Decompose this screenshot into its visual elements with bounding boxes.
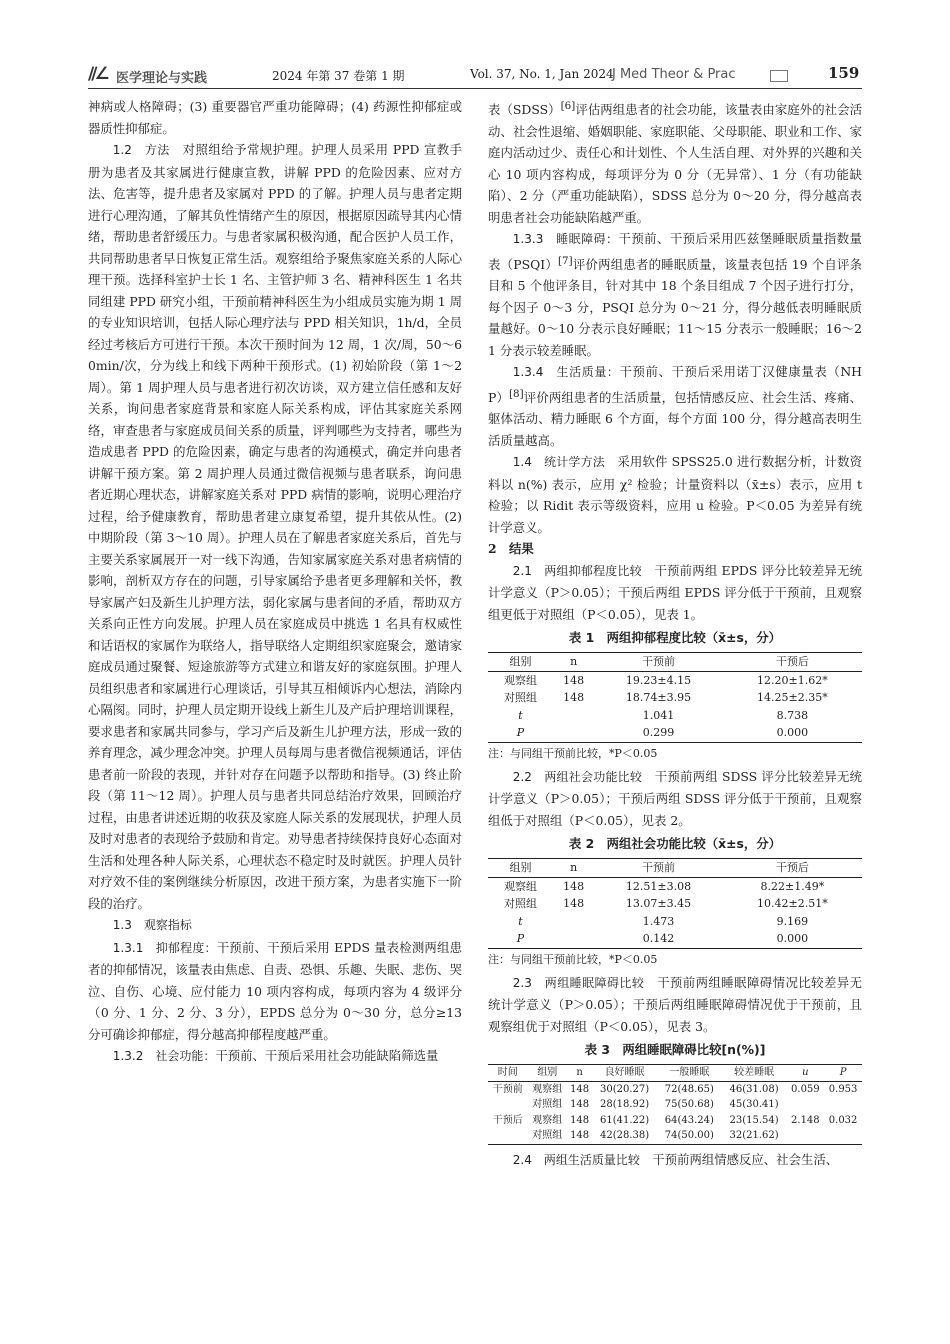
table-2 [488,858,862,949]
table-cell [553,707,594,725]
header-box-icon [770,70,788,82]
table-2-caption: 表 2 两组社会功能比较（x̄±s，分） [568,836,782,852]
table-cell: 0.142 [594,930,722,948]
sdss-paragraph [488,96,862,228]
issue-cn: 2024 年第 37 卷第 1 期 [272,69,405,83]
table-cell: 23(15.54) [729,1114,779,1126]
section-1-3-label: 1.3 观察指标 [112,918,192,932]
table-cell: 0.953 [828,1083,858,1095]
table-cell: 观察组 [503,879,537,893]
table-cell [488,1097,528,1113]
table-cell: 32(21.62) [722,1128,787,1144]
table-2-note: 注：与同组干预前比较，*P＜0.05 [488,952,658,966]
table-cell: 对照组 [503,897,537,911]
section-2-2-text: 干预前两组 SDSS 评分比较差异无统计学意义（P＞0.05）；干预后两组 SDSS 评分低于干预前，且观察组低于对照组（P＜0.05），见表 2。 [488,768,863,828]
table-row [488,895,862,913]
table-header: P [824,1065,862,1082]
table-cell [553,913,594,931]
sleep-paragraph [488,228,862,361]
table-cell: 干预后 [492,1114,523,1126]
ref-6: [6] [560,100,576,112]
section-2-2-label: 2.2 两组社会功能比较 [512,769,643,784]
table-cell [553,930,594,948]
table-header: n [553,859,594,878]
table-cell: 148 [563,897,585,911]
section-1-3-4-pre: 干预前、干预后采用诺丁汉健康量表（NHP） [488,364,862,405]
section-2-1-label: 2.1 两组抑郁程度比较 [512,563,642,578]
qol-paragraph [488,361,862,451]
result-2-1-paragraph [488,560,862,626]
table-header: 干预前 [594,859,722,878]
table-header: 干预前 [594,653,722,672]
section-2-4-text: 干预前两组情感反应、社会生活、 [652,1151,839,1167]
table-cell: 148 [570,1083,590,1095]
table-cell: 0.032 [828,1114,858,1126]
table-cell: 18.74±3.95 [625,691,692,705]
social-function-paragraph [88,1045,462,1068]
section-1-3-2-text: 干预前、干预后采用社会功能缺陷筛选量 [215,1048,439,1063]
table-cell: 8.22±1.49* [760,879,825,893]
table-header: n [553,653,594,672]
section-1-3-4-post: 评价两组患者的生活质量，包括情感反应、社会生活、疼痛、躯体活动、精力睡眠 6 个方面，每个方面 100 分，得分越高表明生活质量越高。 [488,389,862,448]
section-2-3-label: 2.3 两组睡眠障碍比较 [512,975,645,990]
table-cell: 10.42±2.51* [757,897,828,911]
table-row [488,1097,862,1113]
table-cell [824,1128,862,1144]
table-1-caption: 表 1 两组抑郁程度比较（x̄±s，分） [568,630,782,646]
table-header: n [567,1065,592,1082]
section-1-3-heading [88,914,462,937]
journal-logo: ∕∕∠ [88,64,107,84]
table-cell: 12.51±3.08 [625,879,692,893]
table-1-note: 注：与同组干预前比较，*P＜0.05 [488,746,658,760]
table-cell: 8.738 [776,708,809,722]
table-row [488,707,862,725]
table-cell: 28(18.92) [599,1099,650,1111]
table-cell: 9.169 [776,914,809,928]
table-row [488,930,862,948]
results-heading: 2 结果 [488,541,534,557]
table-cell: 148 [563,673,585,687]
journal-abbr: J Med Theor & Prac [612,67,736,82]
table-1 [488,652,862,743]
table-cell: 19.23±4.15 [625,673,692,687]
sdss-text-post: 评估两组患者的社会功能，该量表由家庭外的社会活动、社会性退缩、婚姻职能、家庭职能、父母职能、职业和工作、家庭内活动过少、责任心和计划性、个人生活自理、对外界的兴趣和关心 10 项内容构成，每项评分为 0 分（无异常）、1 分（有功能缺陷）、2 分（严重功能缺陷），SDSS 总分为 0～20 分，得分越高表明患者社会功能缺陷越严重。 [488,102,862,225]
section-1-3-1-text: 干预前、干预后采用 EPDS 量表检测两组患者的抑郁情况，该量表由焦虑、自责、恐惧、乐趣、失眠、悲伤、哭泣、自伤、心境、应付能力 10 项内容构成，每项内容为 4 级评分（0 分、1 分、2 分、3 分），EPDS 总分为 0～30 分，总分≥13 分可确诊抑郁症，得分越高抑郁程度越严重。 [88,939,462,1042]
table-cell: 30(20.27) [599,1083,650,1095]
section-2-1-text: 干预前两组 EPDS 评分比较差异无统计学意义（P＞0.05）；干预后两组 EPDS 评分低于干预前，且观察组更低于对照组（P＜0.05），见表 1。 [488,562,863,622]
table-cell: 干预前 [492,1083,523,1095]
table-cell: 12.20±1.62* [757,673,828,687]
exclusion-criteria-tail: 神病或人格障碍；(3) 重要器官严重功能障碍；(4) 药源性抑郁症或器质性抑郁症。 [88,99,462,136]
sdss-text-pre: 表（SDSS） [488,102,561,118]
section-1-4-label: 1.4 统计学方法 [512,455,605,470]
table-cell: 对照组 [532,1099,563,1111]
section-2-3-text: 干预前两组睡眠障碍情况比较差异无统计学意义（P＞0.05）；干预后两组睡眠障碍情况优于干预前，且观察组优于对照组（P＜0.05），见表 3。 [488,974,863,1034]
table-cell: 0.000 [723,930,862,948]
table-header: 良好睡眠 [592,1065,657,1082]
table-cell: 72(48.65) [664,1083,714,1095]
table-cell: 148 [563,691,585,705]
section-1-4-text: 采用软件 SPSS25.0 进行数据分析，计数资料以 n(%) 表示，应用 χ² 检验；计量资料以（x̄±s）表示，应用 t 检验；以 Ridit 表示等级资料，应用 u 检验。P＜0.05 为差异有统计学意义。 [488,454,862,535]
section-1-3-2-label: 1.3.2 社会功能： [112,1049,216,1063]
result-2-2-paragraph [488,766,862,832]
left-column [88,96,462,1068]
table-cell: 148 [570,1099,590,1111]
table-row [488,689,862,707]
table-row [488,671,862,689]
table-cell: 0.299 [594,724,722,742]
table-row [488,913,862,931]
table-cell [824,1097,862,1113]
table-header: 干预后 [723,859,862,878]
ref-8: [8] [509,387,524,400]
section-1-3-3-post: 评价两组患者的睡眠质量，该量表包括 19 个自评条目和 5 个他评条目，针对其中 18 个条目组成 7 个因子进行打分，每个因子 0～3 分，PSQI 总分为 0～21 分，得分越低表明睡眠质量越好。0～10 分表示良好睡眠；11～15 分表示一般睡眠；16～21 分表示较差睡眠。 [488,256,862,358]
table-cell: 46(31.08) [729,1083,779,1095]
table-cell: 64(43.24) [664,1114,714,1126]
table-cell: 148 [570,1114,590,1126]
ref-7: [7] [558,254,573,267]
section-1-2-text: 对照组给予常规护理。护理人员采用 PPD 宣教手册为患者及其家属进行健康宣教，讲解 PPD 的危险因素、应对方法、危害等，提升患者及家属对 PPD 的了解。护理人员与患者定期进行心理沟通，了解其负性情绪产生的原因，根据原因疏导其内心情绪，帮助患者舒缓压力。与患者家属积极沟通，配合医护人员工作，共同帮助患者早日恢复正常生活。观察组给予聚焦家庭关系的人际心理干预。选择科室护士长 1 名、主管护师 3 名、精神科医生 1 名共同组建 PPD 研究小组，干预前精神科医生为小组成员实施为期 1 周的专业知识培训，包括人际心理疗法与 PPD 相关知识，1h/d，全员经过考核后方可进行干预。本次干预时间为 12 周，1 次/周，50～60min/次，分为线上和线下两种干预形式。(1) 初始阶段（第 1～2 周）。第 1 周护理人员与患者进行初次访谈，双方建立信任感和友好关系，询问患者家庭背景和家庭人际关系构成，评估其家庭关系网络，审查患者与家庭成员间关系的质量，评判哪些为支持者，哪些为造成患者 PPD 的危险因素，确定与患者的沟通模式，确定并向患者讲解干预方案。第 2 周护理人员通过微信视频与患者联系，询问患者近期心理状态，讲解家庭关系对 PPD 病情的影响，说明心理治疗过程，给予健康教育，帮助患者建立康复希望，提升其依从性。(2) 中期阶段（第 3～10 周）。护理人员在了解患者家庭关系后，首先与主要关系家属展开一对一线下沟通，告知家属家庭关系对患者病情的影响，剖析双方存在的问题，引导家属给予患者更多理解和关怀，教导家属产妇及新生儿护理方法，弱化家属与患者间的矛盾，帮助双方关系向正性方向发展。护理人员在家庭成员中挑选 1 名具有权威性和话语权的家属作为联络人，指导联络人定期组织家庭聚会，邀请家庭成员通过聚餐、短途旅游等方式建立和谐友好的家庭氛围。护理人员组织患者和家属进行心理谈话，引导其互相倾诉内心想法，消除内心隔阂。同时，护理人员定期开设线上新生儿及产后护理培训课程，要求患者和家属共同参与，学习产后及新生儿护理方法，形成一致的养育理念，减少理念冲突。护理人员每周与患者微信视频通话，评估患者前一阶段的表现，并针对存在问题予以帮助和指导。(3) 终止阶段（第 11～12 周）。护理人员与患者共同总结治疗效果，回顾治疗过程，由患者讲述近期的收获及家庭人际关系的发展现状，护理人员及时对患者的表现给予鼓励和肯定。劝导患者持续保持良好心态面对生活和处理各种人际关系，心理状态不稳定时及时就医。护理人员针对疗效不佳的案例继续分析原因，改进干预方案，为患者实施下一阶段的治疗。 [88,142,463,911]
table-cell: 61(41.22) [599,1114,650,1126]
table-cell: 2.148 [791,1114,820,1126]
table-row [488,1113,862,1129]
table-cell: 14.25±2.35* [757,691,828,705]
result-2-4-paragraph [488,1149,862,1172]
table-header: 组别 [528,1065,568,1082]
table-cell: 1.473 [642,914,675,928]
table-header: 组别 [488,859,553,878]
section-2-4-label: 2.4 两组生活质量比较 [512,1152,640,1167]
section-1-3-1-label: 1.3.1 抑郁程度： [112,940,217,955]
page-header [88,62,862,88]
table-cell: 75(50.68) [664,1099,714,1111]
table-header: u [786,1065,824,1082]
table-row [488,724,862,742]
table-cell: 74(50.00) [657,1128,722,1144]
table-cell: 0.000 [723,724,862,742]
table-3-caption: 表 3 两组睡眠障碍比较[n(%)] [584,1042,766,1058]
table-3 [488,1064,862,1145]
table-cell: 对照组 [503,691,537,705]
table-cell: 45(30.41) [729,1099,779,1111]
page-number: 159 [828,64,860,82]
table-header: 一般睡眠 [657,1065,722,1082]
result-2-3-paragraph [488,972,862,1038]
table-cell: 观察组 [532,1083,563,1095]
table-cell [553,724,594,742]
table-cell [488,1128,528,1144]
journal-name: 医学理论与实践 [116,71,208,86]
table-cell: 1.041 [642,708,675,722]
section-1-2-heading: 1.2 方法 [112,143,170,157]
table-cell [786,1097,824,1113]
depression-paragraph [88,937,462,1046]
table-cell: P [488,930,553,948]
issue-en: Vol. 37, No. 1, Jan 2024 [470,67,614,81]
right-column [488,96,862,1171]
table-cell: 观察组 [503,673,537,687]
table-cell: 42(28.38) [592,1128,657,1144]
table-cell: t [518,708,523,722]
table-header: 较差睡眠 [722,1065,787,1082]
table-cell: t [518,914,523,928]
table-cell: 148 [563,879,585,893]
table-cell: 148 [567,1128,592,1144]
table-header: 时间 [488,1065,528,1082]
table-row [488,877,862,895]
section-1-3-3-pre: 干预前、干预后采用匹兹堡睡眠质量指数量表（PSQI） [488,231,862,272]
table-cell: 0.059 [791,1083,820,1095]
header-rule [88,88,862,89]
table-cell [786,1128,824,1144]
section-1-3-4-label: 1.3.4 生活质量： [512,365,620,380]
stats-paragraph [488,451,862,538]
section-1-3-3-label: 1.3.3 睡眠障碍： [512,232,619,247]
table-cell: 观察组 [532,1114,563,1126]
table-cell: P [488,724,553,742]
methods-paragraph [88,139,462,914]
table-row [488,1128,862,1144]
table-row [488,1081,862,1097]
table-header: 组别 [488,653,553,672]
table-cell: 对照组 [528,1128,568,1144]
table-header: 干预后 [723,653,862,672]
table-cell: 13.07±3.45 [625,897,692,911]
